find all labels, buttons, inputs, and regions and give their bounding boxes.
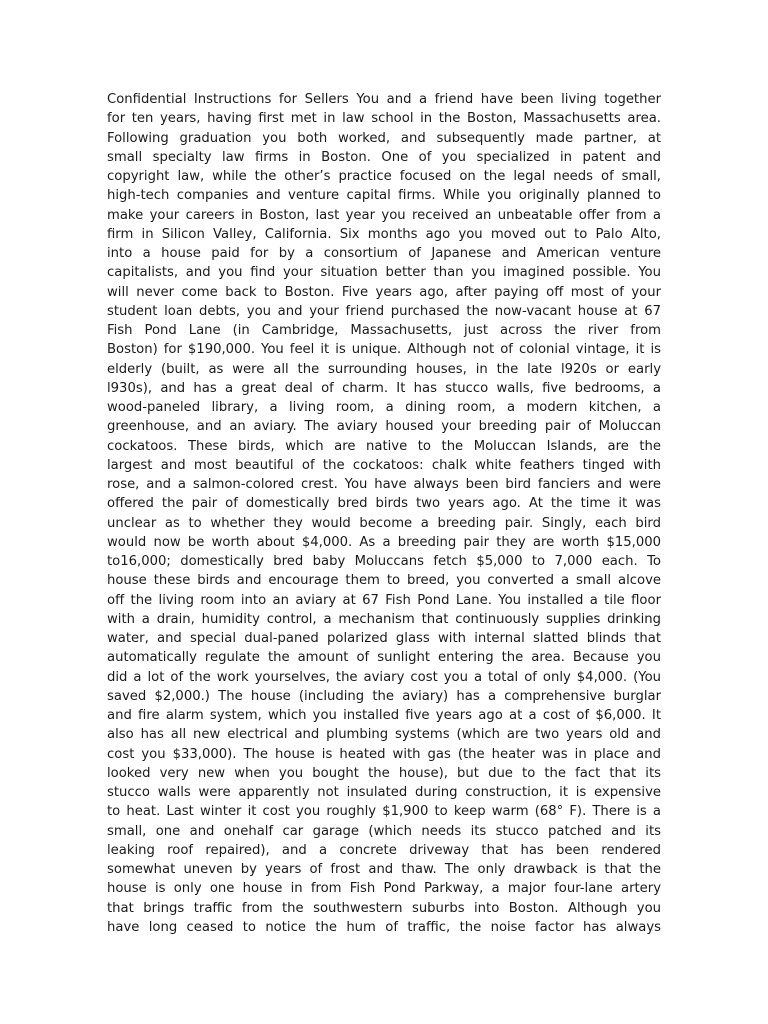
text-line: house is only one house in from Fish Pond Parkway, a major four-lane artery bbox=[107, 881, 661, 897]
text-line: stucco walls were apparently not insulated during construction, it is expensive bbox=[107, 785, 661, 800]
text-line: make your careers in Boston, last year you received an unbeatable offer from a bbox=[107, 207, 661, 223]
text-line: unclear as to whether they would become a breeding pair. Singly, each bird bbox=[107, 515, 661, 531]
text-line: that brings traffic from the southwestern suburbs into Boston. Although you bbox=[107, 900, 661, 916]
text-line: high-tech companies and venture capital firms. While you originally planned to bbox=[107, 188, 661, 204]
text-line: firm in Silicon Valley, California. Six months ago you moved out to Palo Alto, bbox=[107, 226, 661, 242]
document-page bbox=[107, 90, 661, 937]
text-line: for ten years, having first met in law school in the Boston, Massachusetts area. bbox=[107, 111, 661, 127]
text-line: with a drain, humidity control, a mechanism that continuously supplies drinking bbox=[107, 611, 661, 627]
text-line: largest and most beautiful of the cockatoos: chalk white feathers tinged with bbox=[107, 457, 661, 473]
text-line: small, one and onehalf car garage (which needs its stucco patched and its bbox=[107, 823, 661, 839]
text-line: Fish Pond Lane (in Cambridge, Massachusetts, just across the river from bbox=[107, 323, 661, 338]
text-line: to heat. Last winter it cost you roughly $1,900 to keep warm (68° F). There is a bbox=[107, 804, 661, 820]
text-line: have long ceased to notice the hum of traffic, the noise factor has always bbox=[107, 919, 661, 935]
text-line: would now be worth about $4,000. As a breeding pair they are worth $15,000 bbox=[107, 534, 661, 550]
text-line: rose, and a salmon-colored crest. You have always been bird fanciers and were bbox=[107, 477, 661, 492]
text-line: student loan debts, you and your friend purchased the now-vacant house at 67 bbox=[107, 303, 661, 319]
text-line: copyright law, while the other’s practice focused on the legal needs of small, bbox=[107, 169, 661, 184]
text-line: and fire alarm system, which you installed five years ago at a cost of $6,000. It bbox=[107, 708, 661, 723]
text-line: elderly (built, as were all the surrounding houses, in the late l920s or early bbox=[107, 361, 661, 377]
text-line: cockatoos. These birds, which are native to the Moluccan Islands, are the bbox=[107, 438, 661, 454]
text-line: house these birds and encourage them to breed, you converted a small alcove bbox=[107, 573, 661, 589]
text-line: water, and special dual-paned polarized glass with internal slatted blinds that bbox=[107, 631, 661, 646]
text-line: saved $2,000.) The house (including the aviary) has a comprehensive burglar bbox=[107, 688, 661, 704]
text-line: wood-paneled library, a living room, a dining room, a modern kitchen, a bbox=[107, 400, 661, 415]
text-line: greenhouse, and an aviary. The aviary housed your breeding pair of Moluccan bbox=[107, 419, 661, 435]
text-line: Boston) for $190,000. You feel it is unique. Although not of colonial vintage, it is bbox=[107, 342, 661, 358]
text-line: small specialty law firms in Boston. One of you specialized in patent and bbox=[107, 149, 661, 165]
text-line: capitalists, and you find your situation better than you imagined possible. You bbox=[107, 265, 661, 281]
text-line: leaking roof repaired), and a concrete driveway that has been rendered bbox=[107, 842, 661, 858]
text-line: automatically regulate the amount of sunlight entering the area. Because you bbox=[107, 650, 661, 666]
text-line: l930s), and has a great deal of charm. It has stucco walls, five bedrooms, a bbox=[107, 380, 661, 396]
text-line: Following graduation you both worked, and subsequently made partner, at bbox=[107, 130, 661, 146]
text-line: cost you $33,000). The house is heated with gas (the heater was in place and bbox=[107, 746, 661, 762]
text-line: did a lot of the work yourselves, the aviary cost you a total of only $4,000. (You bbox=[107, 669, 661, 685]
text-line: to16,000; domestically bred baby Moluccans fetch $5,000 to 7,000 each. To bbox=[107, 554, 661, 569]
text-line: looked very new when you bought the house), but due to the fact that its bbox=[107, 765, 661, 781]
text-line: offered the pair of domestically bred birds two years ago. At the time it was bbox=[107, 496, 661, 512]
text-line: Confidential Instructions for Sellers You and a friend have been living together bbox=[107, 92, 661, 107]
text-line: somewhat uneven by years of frost and thaw. The only drawback is that the bbox=[107, 862, 661, 877]
text-line: will never come back to Boston. Five years ago, after paying off most of your bbox=[107, 284, 661, 300]
text-line: into a house paid for by a consortium of Japanese and American venture bbox=[107, 246, 661, 261]
text-line: off the living room into an aviary at 67 Fish Pond Lane. You installed a tile floor bbox=[107, 592, 661, 608]
text-line: also has all new electrical and plumbing systems (which are two years old and bbox=[107, 727, 661, 743]
